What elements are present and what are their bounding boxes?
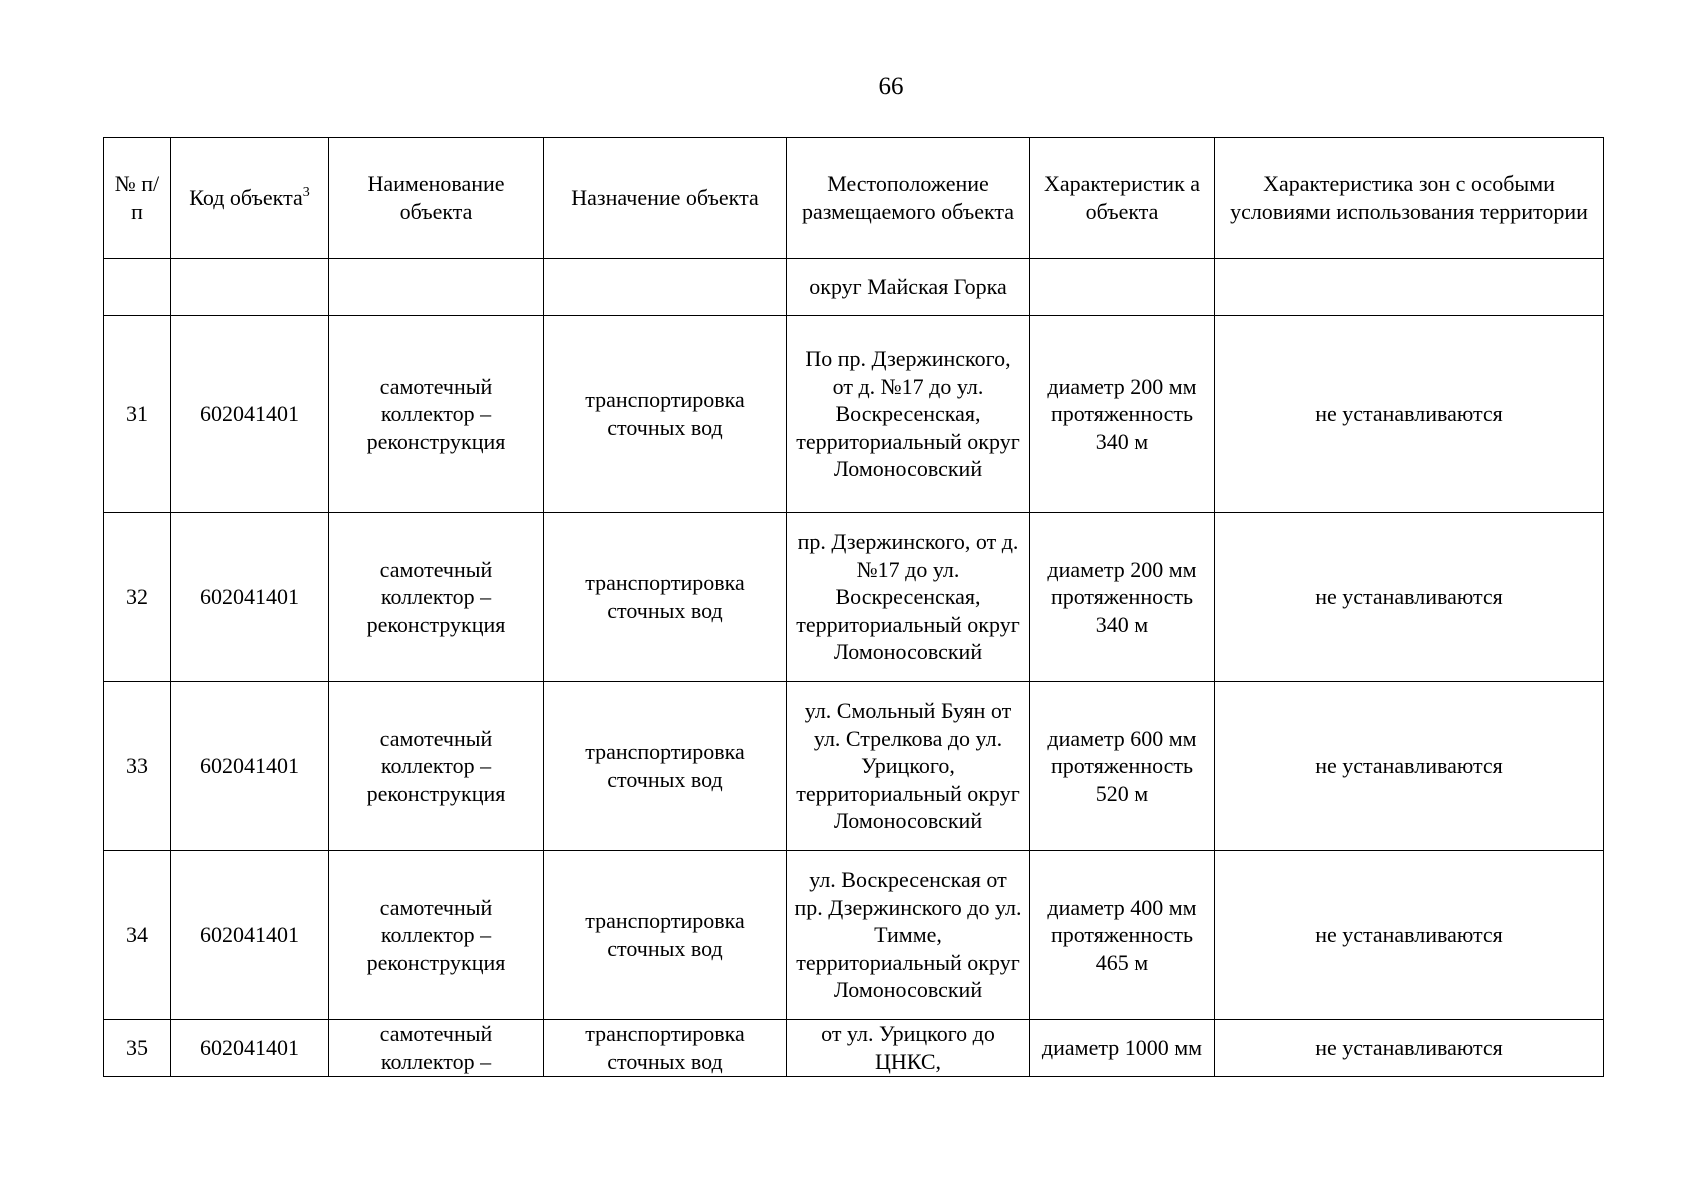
cell-location: от ул. Урицкого до ЦНКС, [787, 1020, 1030, 1077]
table-body [104, 259, 1604, 1077]
header-location: Местоположение размещаемого объекта [787, 138, 1030, 259]
footnote-marker: 3 [302, 185, 310, 201]
cell-num: 33 [104, 682, 171, 851]
cell-purpose: транспортировка сточных вод [544, 513, 787, 682]
objects-table [103, 137, 1604, 1077]
cell-purpose: транспортировка сточных вод [544, 1020, 787, 1077]
cell-characteristics: диаметр 400 мм протяженность 465 м [1030, 851, 1215, 1020]
cell-code: 602041401 [171, 851, 329, 1020]
cell-code [171, 259, 329, 316]
cell-zones: не устанавливаются [1215, 851, 1604, 1020]
cell-location: пр. Дзержинского, от д. №17 до ул. Воскресенская, территориальный округ Ломоносовский [787, 513, 1030, 682]
cell-characteristics: диаметр 200 мм протяженность 340 м [1030, 513, 1215, 682]
cell-zones: не устанавливаются [1215, 513, 1604, 682]
cell-name: самотечный коллектор – реконструкция [329, 513, 544, 682]
cell-zones [1215, 259, 1604, 316]
header-row [104, 138, 1604, 259]
table-row [104, 682, 1604, 851]
cell-name: самотечный коллектор – реконструкция [329, 316, 544, 513]
cell-name: самотечный коллектор – реконструкция [329, 851, 544, 1020]
header-code [171, 138, 329, 259]
cell-purpose: транспортировка сточных вод [544, 851, 787, 1020]
cell-num: 34 [104, 851, 171, 1020]
header-characteristics: Характеристик а объекта [1030, 138, 1215, 259]
cell-characteristics: диаметр 600 мм протяженность 520 м [1030, 682, 1215, 851]
table-row [104, 851, 1604, 1020]
table-row-continuation [104, 259, 1604, 316]
cell-code: 602041401 [171, 682, 329, 851]
cell-zones: не устанавливаются [1215, 682, 1604, 851]
cell-num [104, 259, 171, 316]
cell-code: 602041401 [171, 513, 329, 682]
table-header [104, 138, 1604, 259]
header-name: Наименование объекта [329, 138, 544, 259]
table-row [104, 316, 1604, 513]
table-row [104, 1020, 1604, 1077]
table-row [104, 513, 1604, 682]
header-zones: Характеристика зон с особыми условиями использования территории [1215, 138, 1604, 259]
cell-location: По пр. Дзержинского, от д. №17 до ул. Воскресенская, территориальный округ Ломоносовский [787, 316, 1030, 513]
cell-purpose: транспортировка сточных вод [544, 682, 787, 851]
cell-purpose [544, 259, 787, 316]
cell-code: 602041401 [171, 316, 329, 513]
cell-location: ул. Воскресенская от пр. Дзержинского до ул. Тимме, территориальный округ Ломоносовский [787, 851, 1030, 1020]
cell-characteristics: диаметр 1000 мм [1030, 1020, 1215, 1077]
cell-characteristics [1030, 259, 1215, 316]
cell-name [329, 259, 544, 316]
page-number: 66 [878, 73, 904, 100]
header-purpose: Назначение объекта [544, 138, 787, 259]
cell-name: самотечный коллектор – [329, 1020, 544, 1077]
header-num: № п/п [104, 138, 171, 259]
cell-num: 31 [104, 316, 171, 513]
cell-characteristics: диаметр 200 мм протяженность 340 м [1030, 316, 1215, 513]
cell-location: округ Майская Горка [787, 259, 1030, 316]
cell-num: 35 [104, 1020, 171, 1077]
cell-purpose: транспортировка сточных вод [544, 316, 787, 513]
cell-name: самотечный коллектор – реконструкция [329, 682, 544, 851]
cell-zones: не устанавливаются [1215, 1020, 1604, 1077]
cell-num: 32 [104, 513, 171, 682]
cell-code: 602041401 [171, 1020, 329, 1077]
cell-zones: не устанавливаются [1215, 316, 1604, 513]
header-code-text: Код объекта [189, 185, 303, 211]
cell-location: ул. Смольный Буян от ул. Стрелкова до ул. Урицкого, территориальный округ Ломоносовский [787, 682, 1030, 851]
